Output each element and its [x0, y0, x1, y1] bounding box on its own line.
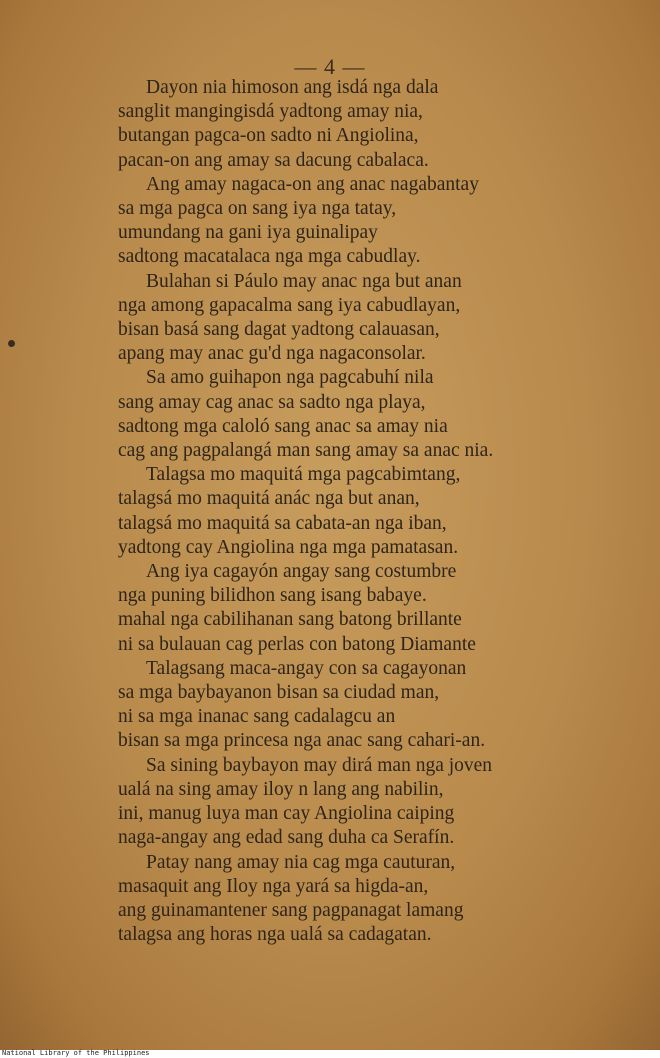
- stanza: [118, 754, 618, 851]
- poem-line: cag ang pagpalangá man sang amay sa anac nia.: [118, 440, 494, 462]
- stanza: [118, 560, 618, 657]
- poem-line: ni sa bulauan cag perlas con batong Diamante: [118, 633, 476, 655]
- poem-line: umundang na gani iya guinalipay: [118, 222, 378, 244]
- footer-bar: [0, 1050, 660, 1058]
- stanza: [118, 76, 618, 173]
- stanza: [118, 657, 618, 754]
- poem-line: bisan sa mga princesa nga anac sang cahari-an.: [118, 730, 486, 752]
- stanza: [118, 463, 618, 560]
- poem-line: Patay nang amay nia cag mga cauturan,: [146, 851, 456, 873]
- poem-line: Talagsang maca-angay con sa cagayonan: [146, 657, 467, 679]
- stanza: [118, 851, 618, 948]
- poem-line: masaquit ang Iloy nga yará sa higda-an,: [118, 875, 429, 897]
- poem-line: Ang iya cagayón angay sang costumbre: [146, 561, 457, 583]
- poem-line: Talagsa mo maquitá mga pagcabimtang,: [146, 464, 461, 486]
- poem-line: nga puning bilidhon sang isang babaye.: [118, 585, 427, 607]
- poem-line: sa mga pagca on sang iya nga tatay,: [118, 198, 397, 220]
- poem-line: Bulahan si Páulo may anac nga but anan: [146, 270, 462, 292]
- poem-line: Dayon nia himoson ang isdá nga dala: [146, 77, 439, 98]
- poem-line: yadtong cay Angiolina nga mga pamatasan.: [118, 536, 459, 558]
- poem-line: Sa amo guihapon nga pagcabuhí nila: [146, 367, 434, 389]
- poem-line: nga among gapacalma sang iya cabudlayan,: [118, 294, 461, 316]
- poem-line: ang guinamantener sang pagpanagat lamang: [118, 899, 464, 921]
- library-credit: National Library of the Philippines: [2, 1049, 150, 1057]
- poem-line: ualá na sing amay iloy n lang ang nabilin,: [118, 778, 444, 800]
- poem-line: Ang amay nagaca-on ang anac nagabantay: [146, 173, 479, 195]
- poem-line: sa mga baybayanon bisan sa ciudad man,: [118, 682, 440, 704]
- poem-line: naga-angay ang edad sang duha ca Serafín.: [118, 827, 455, 849]
- poem-line: mahal nga cabilihanan sang batong brillante: [118, 609, 462, 631]
- poem-line: ni sa mga inanac sang cadalagcu an: [118, 706, 396, 728]
- poem-line: sadtong mga caloló sang anac sa amay nia: [118, 415, 448, 437]
- poem-line: talagsá mo maquitá anác nga but anan,: [118, 488, 420, 510]
- poem-line: Sa sining baybayon may dirá man nga joven: [146, 754, 493, 776]
- poem-text: [118, 76, 618, 947]
- poem-line: sang amay cag anac sa sadto nga playa,: [118, 391, 426, 413]
- poem-line: pacan-on ang amay sa dacung cabalaca.: [118, 149, 429, 171]
- stanza: [118, 173, 618, 270]
- poem-line: talagsá mo maquitá sa cabata-an nga iban,: [118, 512, 447, 534]
- poem-line: bisan basá sang dagat yadtong calauasan,: [118, 319, 440, 341]
- ink-spot: [8, 340, 15, 347]
- poem-line: ini, manug luya man cay Angiolina caiping: [118, 803, 455, 825]
- stanza: [118, 270, 618, 367]
- poem-line: sadtong macatalaca nga mga cabudlay.: [118, 246, 421, 268]
- poem-line: sanglit mangingisdá yadtong amay nia,: [118, 101, 423, 123]
- poem-line: butangan pagca-on sadto ni Angiolina,: [118, 125, 419, 147]
- poem-line: talagsa ang horas nga ualá sa cadagatan.: [118, 924, 432, 946]
- stanza: [118, 366, 618, 463]
- poem-line: apang may anac gu'd nga nagaconsolar.: [118, 343, 426, 365]
- page-number: — 4 —: [294, 54, 366, 79]
